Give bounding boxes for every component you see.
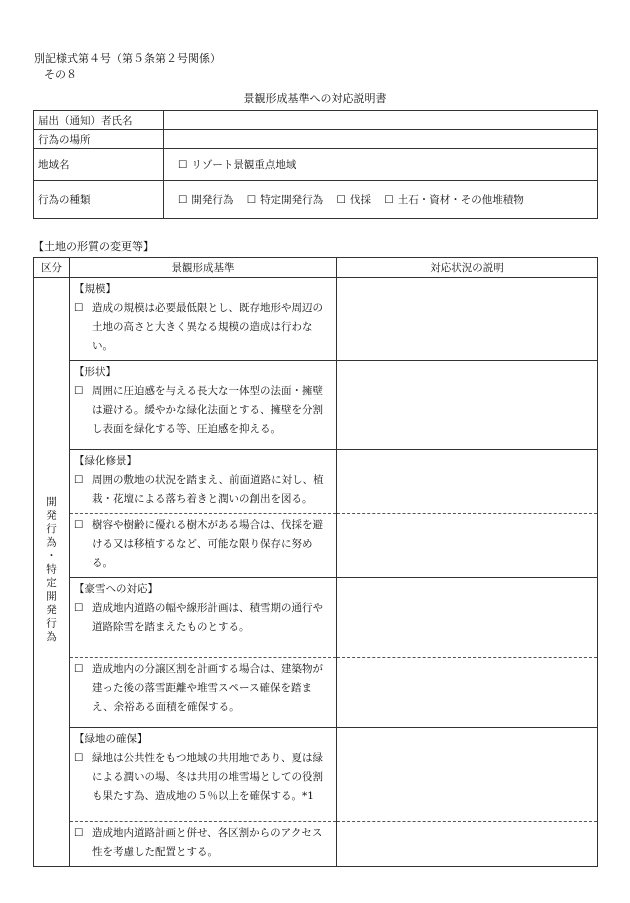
checkbox-icon[interactable]: ☐ [74, 602, 84, 614]
checkbox-icon[interactable]: ☐ [74, 519, 84, 531]
criteria-text: 造成地内道路計画と併せ、各区割からのアクセス性を考慮した配置とする。 [92, 827, 323, 858]
area-field [164, 149, 598, 181]
criteria-item [74, 599, 332, 637]
area-option-resort: リゾート景観重点地域 [191, 159, 297, 171]
applicant-info-table [33, 110, 598, 219]
response-cell[interactable] [337, 822, 598, 867]
action-type-label: 行為の種類 [34, 181, 164, 219]
criteria-item [74, 660, 332, 717]
section-title: 【土地の形質の変更等】 [33, 240, 154, 253]
kubun-label: 開発行為・特定開発行為 [45, 496, 57, 645]
criteria-cell [70, 278, 337, 361]
checkbox-icon[interactable]: ☐ [178, 159, 188, 171]
criteria-text: 造成の規模は必要最低限とし、既存地形や周辺の土地の高さと大きく異なる規模の造成は行わない。 [92, 302, 323, 352]
criteria-cell [70, 361, 337, 450]
type-option: 伐採 [349, 194, 371, 206]
criteria-table [33, 257, 598, 867]
criteria-heading: 【緑地の確保】 [74, 733, 148, 745]
criteria-heading: 【緑化修景】 [74, 455, 137, 467]
checkbox-icon[interactable]: ☐ [74, 663, 84, 675]
criteria-item [74, 299, 332, 356]
criteria-heading: 【形状】 [74, 366, 116, 378]
criteria-heading: 【豪雪への対応】 [74, 583, 158, 595]
criteria-text: 周囲の敷地の状況を踏まえ、前面道路に対し、植栽・花壇による落ち着きと潤いの創出を図る。 [92, 474, 324, 505]
criteria-text: 樹容や樹齢に優れる樹木がある場合は、伐採を避ける又は移植するなど、可能な限り保存に努める。 [92, 519, 323, 569]
location-label: 行為の場所 [34, 130, 164, 149]
response-cell[interactable] [337, 658, 598, 728]
form-sub-number: その８ [44, 68, 77, 81]
criteria-heading: 【規模】 [74, 283, 116, 295]
action-type-field [164, 181, 598, 219]
document-title: 景観形成基準への対応説明書 [243, 92, 387, 105]
criteria-item [74, 516, 332, 573]
form-number: 別記様式第４号（第５条第２号関係） [34, 52, 221, 65]
checkbox-icon[interactable]: ☐ [74, 302, 84, 314]
column-header-criteria: 景観形成基準 [70, 258, 337, 278]
criteria-item [74, 749, 332, 806]
type-option: 土石・資材・その他堆積物 [397, 194, 524, 206]
criteria-item [74, 824, 332, 862]
criteria-cell [70, 578, 337, 658]
criteria-cell [70, 658, 337, 728]
type-option: 開発行為 [191, 194, 234, 206]
criteria-cell [70, 514, 337, 578]
response-cell[interactable] [337, 514, 598, 578]
column-header-kubun: 区分 [34, 258, 70, 278]
response-cell[interactable] [337, 361, 598, 450]
criteria-item [74, 471, 332, 509]
checkbox-icon[interactable]: ☐ [336, 194, 346, 206]
response-cell[interactable] [337, 278, 598, 361]
criteria-text: 緑地は公共性をもつ地域の共用地であり、夏は緑による潤いの場、冬は共用の堆雪場としての役割も果たす為、造成地の５％以上を確保する。*1 [92, 752, 323, 802]
type-option: 特定開発行為 [260, 194, 324, 206]
criteria-text: 造成地内の分譲区割を計画する場合は、建築物が建った後の落雪距離や堆雪スペース確保を踏まえ、余裕ある面積を確保する。 [92, 663, 323, 713]
kubun-cell [34, 278, 70, 867]
checkbox-icon[interactable]: ☐ [384, 194, 394, 206]
checkbox-icon[interactable]: ☐ [74, 752, 84, 764]
checkbox-icon[interactable]: ☐ [74, 474, 84, 486]
location-field[interactable] [164, 130, 598, 149]
criteria-text: 造成地内道路の幅や線形計画は、積雪期の通行や道路除雪を踏まえたものとする。 [92, 602, 323, 633]
criteria-cell [70, 728, 337, 822]
column-header-response: 対応状況の説明 [337, 258, 598, 278]
criteria-item [74, 382, 332, 439]
checkbox-icon[interactable]: ☐ [74, 827, 84, 839]
applicant-name-label: 届出（通知）者氏名 [34, 111, 164, 130]
area-label: 地域名 [34, 149, 164, 181]
response-cell[interactable] [337, 450, 598, 514]
criteria-cell [70, 450, 337, 514]
checkbox-icon[interactable]: ☐ [246, 194, 257, 206]
criteria-cell [70, 822, 337, 867]
checkbox-icon[interactable]: ☐ [178, 194, 188, 206]
applicant-name-field[interactable] [164, 111, 598, 130]
response-cell[interactable] [337, 578, 598, 658]
response-cell[interactable] [337, 728, 598, 822]
criteria-text: 周囲に圧迫感を与える長大な一体型の法面・擁壁は避ける。緩やかな緑化法面とする、擁壁を分割し表面を緑化する等、圧迫感を抑える。 [92, 385, 323, 435]
checkbox-icon[interactable]: ☐ [74, 385, 84, 397]
